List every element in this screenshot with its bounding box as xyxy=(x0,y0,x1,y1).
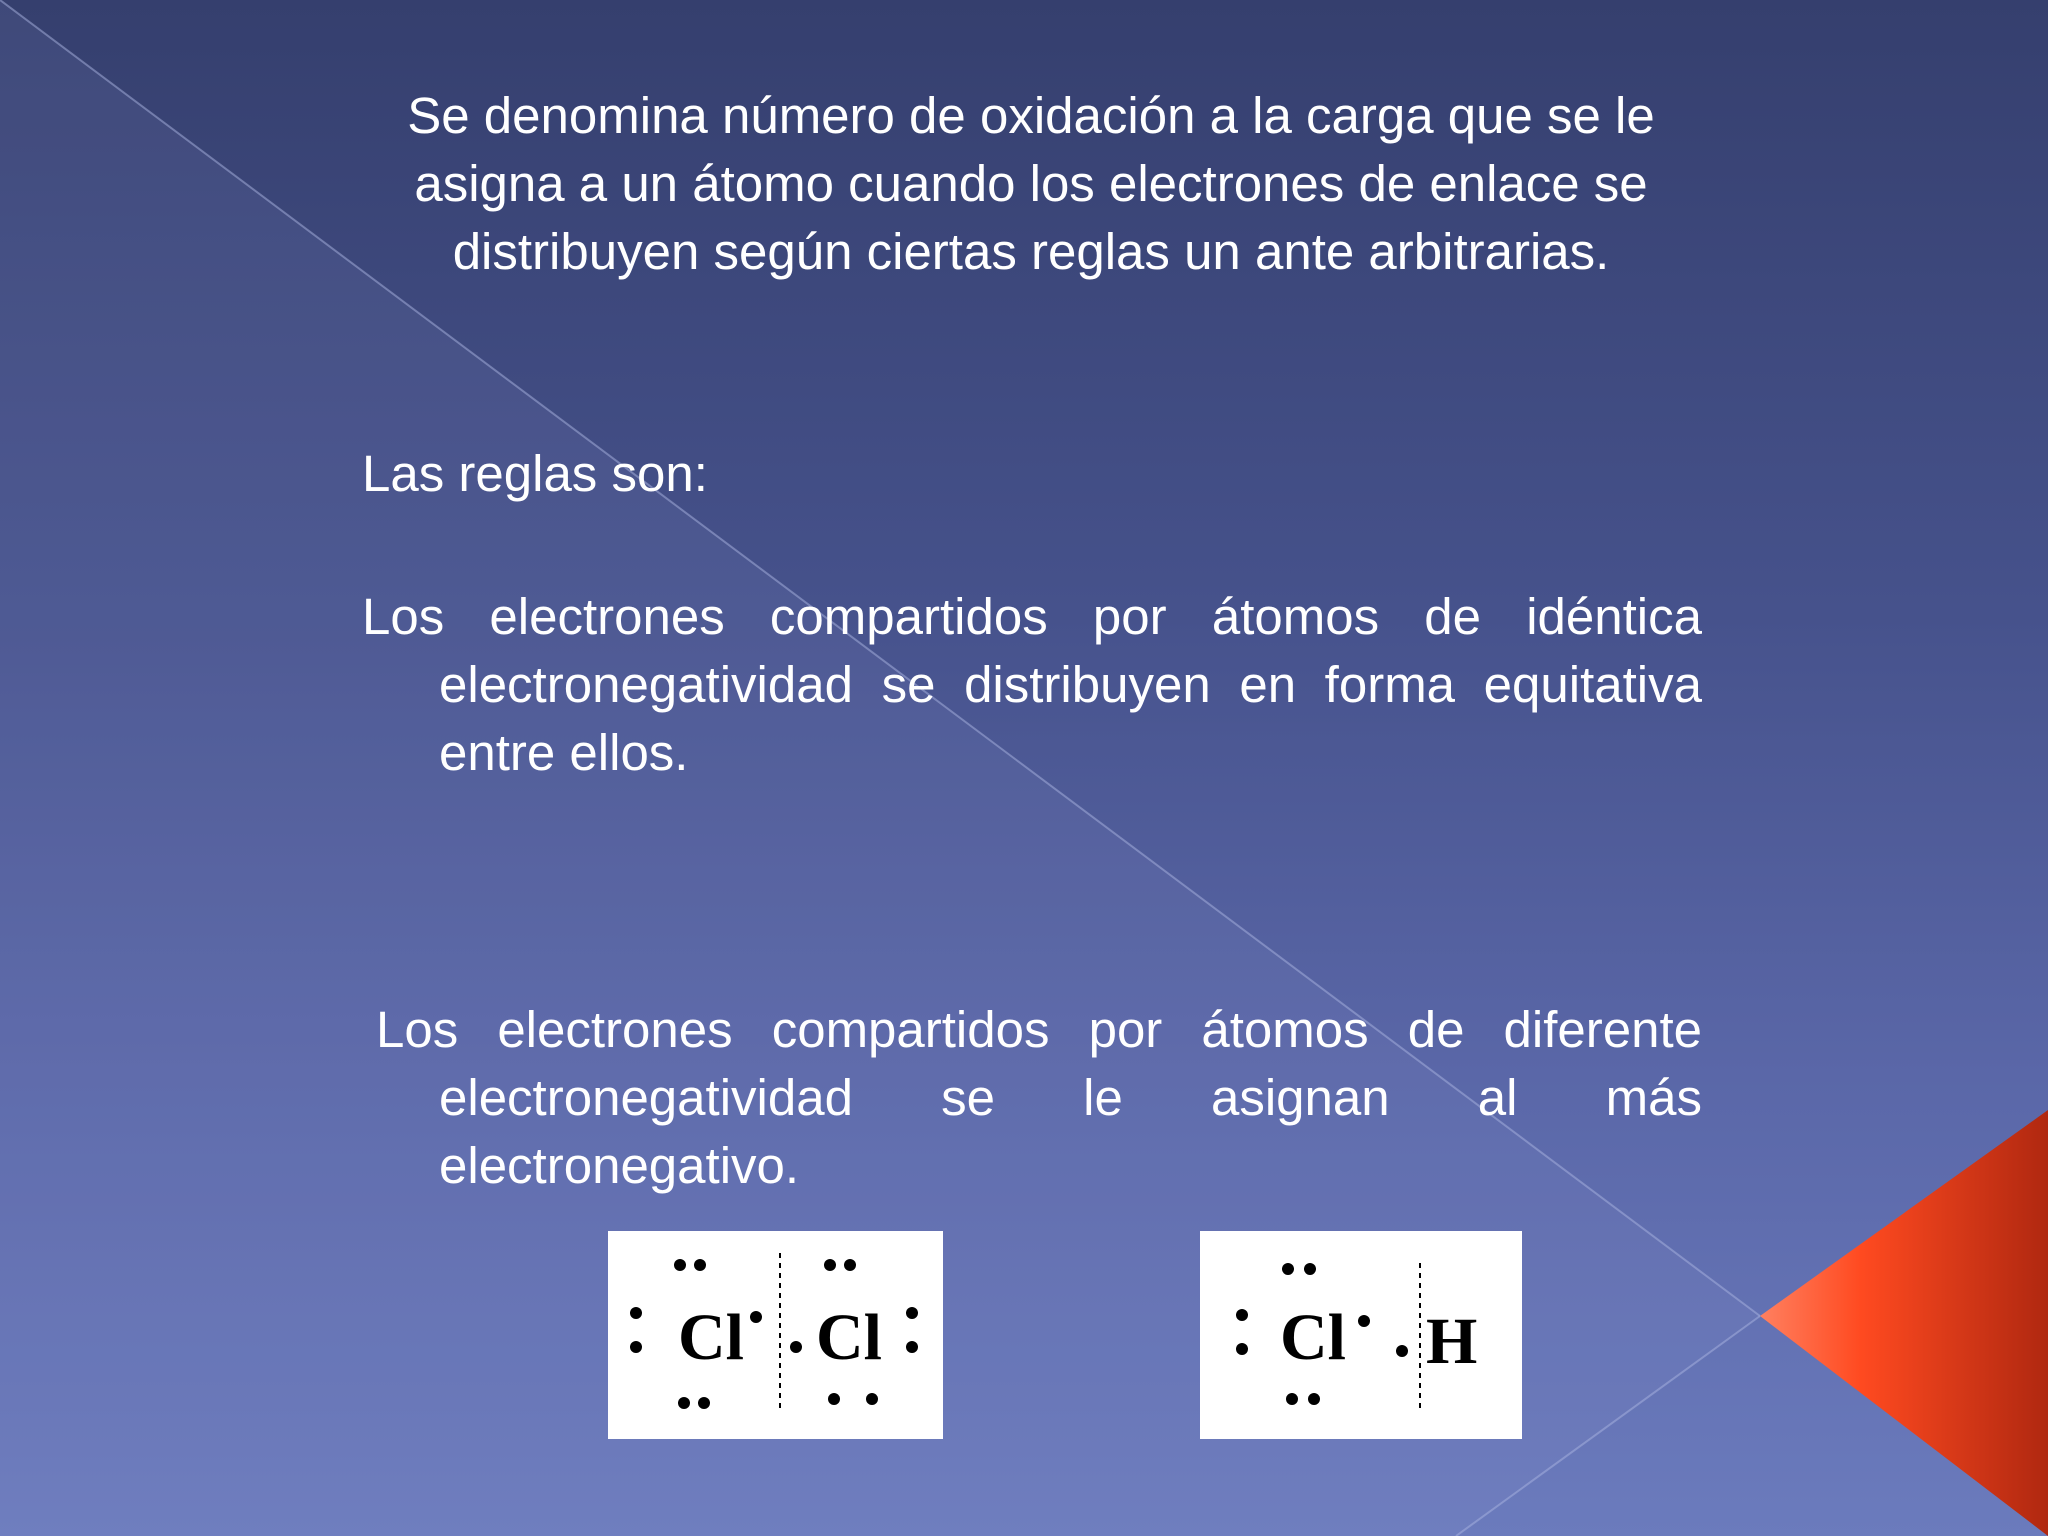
intro-paragraph: Se denomina número de oxidación a la carga que se le asigna a un átomo cuando los electrones de enlace se distribuyen según ciertas reglas un ante arbitrarias. xyxy=(407,87,1655,280)
lewis-diagram-cl-h xyxy=(1200,1231,1522,1439)
rule-1: Los electrones compartidos por átomos de idéntica electronegatividad se distribuyen en forma equitativa entre ellos. xyxy=(362,588,1702,781)
rule-2: Los electrones compartidos por átomos de diferente electronegatividad se le asignan al más electronegativo. xyxy=(376,1001,1702,1194)
rules-heading: Las reglas son: xyxy=(362,445,708,502)
lewis-atom-left: Cl xyxy=(678,1301,744,1374)
lewis-atom-left: Cl xyxy=(1280,1301,1346,1374)
lewis-atom-right: H xyxy=(1426,1305,1478,1378)
lewis-atom-right: Cl xyxy=(816,1301,882,1374)
lewis-diagram-cl-cl xyxy=(608,1231,943,1439)
